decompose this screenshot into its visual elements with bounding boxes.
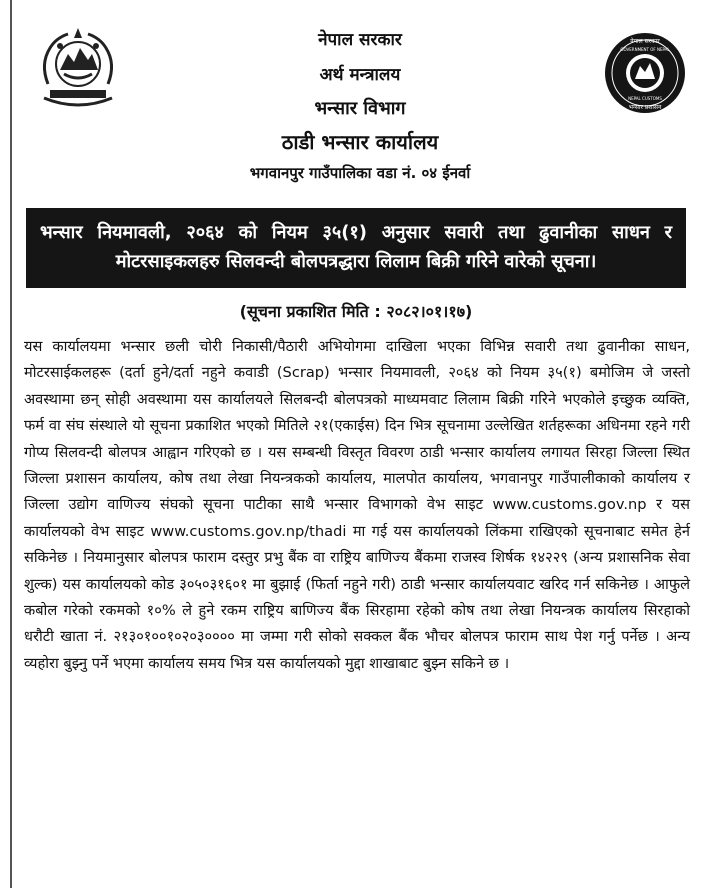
nepal-emblem-icon <box>34 24 122 112</box>
nepal-customs-seal-icon <box>604 32 686 114</box>
office-address: भगवानपुर गाउँपालिका वडा नं. ०४ ईनर्वा <box>249 164 471 182</box>
office-name: ठाडी भन्सार कार्यालय <box>281 130 439 154</box>
notice-title-banner: भन्सार नियमावली, २०६४ को नियम ३५(१) अनुसार सवारी तथा ढुवानीका साधन र मोटरसाइकलहरु सिलवन्दी बोलपत्रद्धारा लिलाम बिक्री गरिने वारेको सूचना। <box>26 208 686 288</box>
govt-name: नेपाल सरकार <box>318 30 402 50</box>
left-margin-rule <box>10 0 12 888</box>
seal-ring-top-text: GOVERNMENT OF NEPAL <box>620 47 670 52</box>
ministry-name: अर्थ मन्त्रालय <box>319 65 401 85</box>
department-name: भन्सार विभाग <box>314 98 406 119</box>
publication-date: (सूचना प्रकाशित मिति : २०८२।०१।१७) <box>239 302 473 321</box>
notice-body: यस कार्यालयमा भन्सार छली चोरी निकासी/पैठारी अभियोगमा दाखिला भएका विभिन्न सवारी तथा ढुवानीका साधन, मोटरसाईकलहरू (दर्ता हुने/दर्ता नहुने कवाडी (Scrap) भन्सार नियमावली, २०६४ को नियम ३५(१) बमोजिम जे जस्तो अवस्थामा छन् सोही अवस्थामा यस कार्यालयले सिलबन्दी बोलपत्रको माध्यमवाट लिलाम बिक्री गरिने भएकोले इच्छुक व्यक्ति, फर्म वा संघ संस्थाले यो सूचना प्रकाशित भएको मितिले २१(एकाईस) दिन भित्र सूचनामा उल्लेखित शर्तहरूका अधिनमा रहने गरी गोप्य सिलवन्दी बोलपत्र आह्वान गरिएको छ । यस सम्बन्धी विस्तृत विवरण ठाडी भन्सार कार्यालय लगायत सिरहा जिल्ला स्थित जिल्ला प्रशासन कार्यालय, कोष तथा लेखा नियन्त्रकको कार्यालय, मालपोत कार्यालय, भगवानपुर गाउँपालीकाको कार्यालय र जिल्ला उद्योग वाणिज्य संघको सूचना पाटीका साथै भन्सार विभागको वेभ साइट www.customs.gov.np र यस कार्यालयको वेभ साइट www.customs.gov.np/thadi मा गई यस कार्यालयको लिंकमा राखिएको सूचनाबाट समेत हेर्न सकिनेछ । नियमानुसार बोलपत्र फाराम दस्तुर प्रभु बैंक वा राष्ट्रिय बाणिज्य बैंकमा राजस्व शिर्षक १४२२९ (अन्य प्रशासनिक सेवा शुल्क) यस कार्यालयको कोड ३०५०३१६०१ मा बुझाई (फिर्ता नहुने गरी) ठाडी भन्सार कार्यालयवाट खरिद गर्न सकिनेछ । आफुले कबोल गरेको रकमको १०% ले हुने रकम राष्ट्रिय बाणिज्य बैंक सिरहामा रहेको कोष तथा लेखा नियन्त्रक कार्यालय सिरहाको धरौटी खाता नं. २१३०१००१०२०३०००० मा जम्मा गरी सोको सक्कल बैंक भौचर बोलपत्र फाराम साथ पेश गर्नु पर्नेछ । अन्य व्यहोरा बुझ्नु पर्ने भएमा कार्यालय समय भित्र यस कार्यालयको मुद्दा शाखाबाट बुझ्न सकिने छ । <box>24 338 690 672</box>
seal-ring-bottom-text: NEPAL CUSTOMS <box>628 96 662 101</box>
seal-top-text: नेपाल सरकार <box>630 38 660 45</box>
seal-bottom-text: भन्सार प्रशासन <box>628 104 662 111</box>
letterhead <box>150 24 570 181</box>
